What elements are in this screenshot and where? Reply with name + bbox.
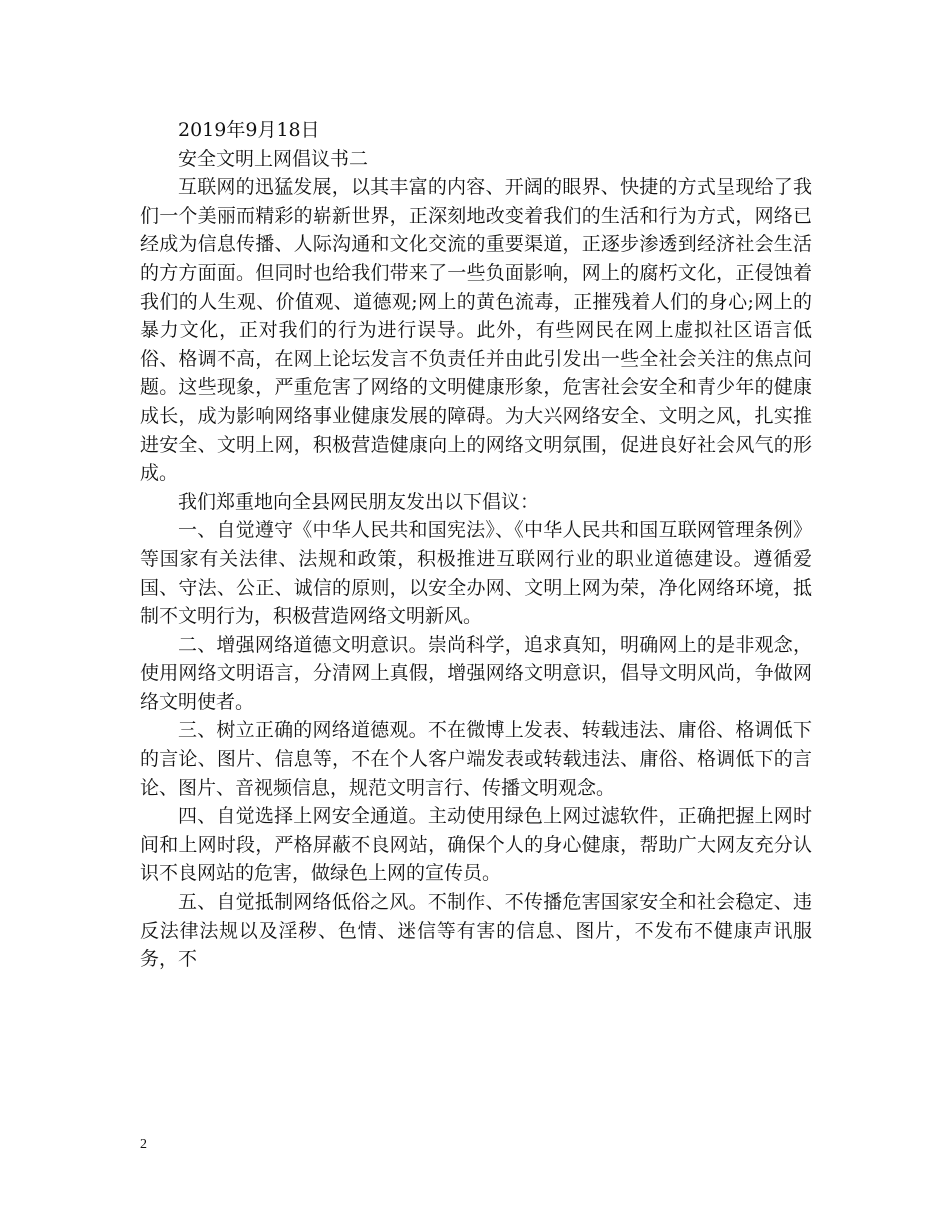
document-date: 2019年9月18日 [178,119,320,141]
paragraph-item-4: 四、自觉选择上网安全通道。主动使用绿色上网过滤软件，正确把握上网时间和上网时段，严格屏蔽不良网站，确保个人的身心健康，帮助广大网友充分认识不良网站的危害，做绿色上网的宣传员。 [140,805,812,885]
page-number: 2 [140,1137,147,1152]
document-title: 安全文明上网倡议书二 [178,147,369,170]
paragraph-item-3: 三、树立正确的网络道德观。不在微博上发表、转载违法、庸俗、格调低下的言论、图片、信息等，不在个人客户端发表或转载违法、庸俗、格调低下的言论、图片、音视频信息，规范文明言行、传播文明观念。 [140,719,812,799]
paragraph-item-1: 一、自觉遵守《中华人民共和国宪法》、《中华人民共和国互联网管理条例》等国家有关法律、法规和政策，积极推进互联网行业的职业道德建设。遵循爱国、守法、公正、诚信的原则，以安全办网、文明上网为荣，净化网络环境，抵制不文明行为，积极营造网络文明新风。 [140,519,812,628]
paragraph-item-2: 二、增强网络道德文明意识。崇尚科学，追求真知，明确网上的是非观念，使用网络文明语言，分清网上真假，增强网络文明意识，倡导文明风尚，争做网络文明使者。 [140,633,812,713]
paragraph-item-5: 五、自觉抵制网络低俗之风。不制作、不传播危害国家安全和社会稳定、违反法律法规以及淫秽、色情、迷信等有害的信息、图片，不发布不健康声讯服务，不 [140,891,812,971]
paragraph-intro: 互联网的迅猛发展，以其丰富的内容、开阔的眼界、快捷的方式呈现给了我们一个美丽而精彩的崭新世界，正深刻地改变着我们的生活和行为方式，网络已经成为信息传播、人际沟通和文化交流的重要渠道，正逐步渗透到经济社会生活的方方面面。但同时也给我们带来了一些负面影响，网上的腐朽文化，正侵蚀着我们的人生观、价值观、道德观;网上的黄色流毒，正摧残着人们的身心;网上的暴力文化，正对我们的行为进行误导。此外，有些网民在网上虚拟社区语言低俗、格调不高，在网上论坛发言不负责任并由此引发出一些全社会关注的焦点问题。这些现象，严重危害了网络的文明健康形象，危害社会安全和青少年的健康成长，成为影响网络事业健康发展的障碍。为大兴网络安全、文明之风，扎实推进安全、文明上网，积极营造健康向上的网络文明氛围，促进良好社会风气的形成。 [140,176,812,485]
document-body [140,116,812,974]
paragraph-proposal-lead: 我们郑重地向全县网民朋友发出以下倡议： [178,490,540,513]
